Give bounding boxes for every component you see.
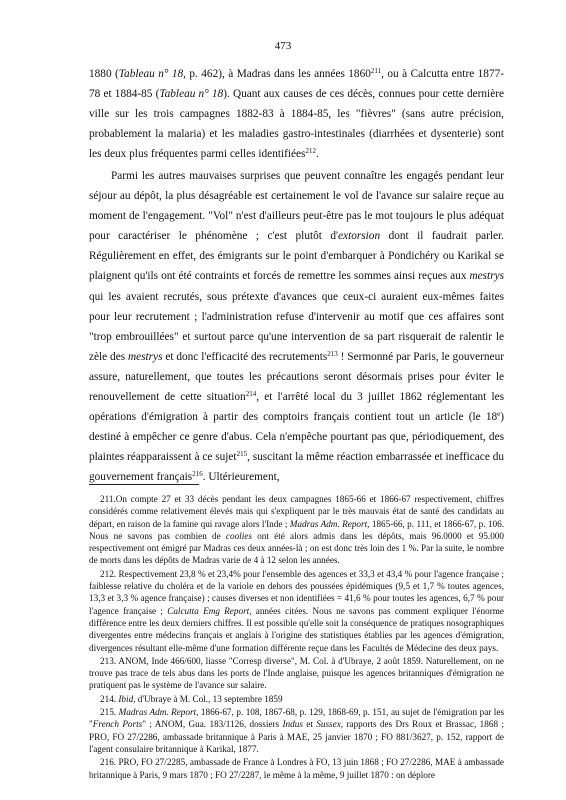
italic-run: Madras Adm. Report [118,707,197,718]
paragraph-1 [89,64,504,164]
italic-run: Ibid [118,693,134,704]
footnote-ref-214[interactable]: 214 [245,390,257,399]
italic-run: coolies [225,530,252,541]
footnote-213 [89,655,504,692]
text-run: et donc l'efficacité des recrutements [162,350,328,363]
footnote-separator [89,484,199,485]
text-run: qui les avaient recrutés, sous prétexte d'avances que ceux-ci auraient eux-mêmes faites pour leur recrutement ; l'administration refuse d'intervenir au motif que ces affaires sont "trop embrouillées" et surtout parce qu'une intervention de sa part risquerait de ralentir le zèle des [89,290,504,363]
footnote-ref-213[interactable]: 213 [327,349,338,358]
text-run: ! Sermonné par Paris, le gouverneur assure, naturellement, que toutes les précautions seront désormais prises pour éviter le renouvellement de cette situation [89,350,504,404]
italic-run: Madras Adm. Report [289,518,368,529]
footnote-ref-216[interactable]: 216 [192,470,203,479]
footnote-ref-211[interactable]: 211 [370,67,382,75]
text-run: , 1866-67, p. 108, 1867-68, p. 129, 1868-69, p. 151, au sujet de l'émigration par les " [89,707,505,730]
text-run: . Ultérieurement, [202,471,280,484]
text-run: , 1865-66, p. 111, et 1866-67, p. 106. Nous ne savons pas combien de [89,518,504,541]
text-run: , années citées. Nous ne savons pas comment expliquer l'énorme différence entre les deux derniers chiffres. Il est possible qu'elle soit la conséquence de pratiques nosographiques divergentes entre médecins français et anglais à l'origine des statistiques établies par les agences d'émigration, divergences résultant elle-même d'une formation différente reçue dans les Facultés de Médecine des deux pays. [89,605,504,653]
page-number: 473 [274,40,292,52]
paragraph-2 [89,166,504,488]
footnote-215 [89,706,504,755]
text-run: Parmi les autres mauvaises surprises que peuvent connaître les engagés pendant leur séjour au dépôt, la plus désagréable est certainement le vol de l'avance sur salaire reçue au moment de l'engagement. "Vol" n'est d'ailleurs peut-être pas le mot toujours le plus adéquat pour caractériser le phénomène ; c'est plutôt d' [89,170,504,243]
text-run: 212. Respectivement 23,8 % et 23,4% pour l'ensemble des agences et 33,3 et 43,4 % pour l'agence française ; faiblesse relative du choléra et de la variole en dehors des poussées épidémiques (9,5 et 1,7 % toutes agences, 13,3 et 3,3 % agence française) ; causes diverses et non identifiées = 41,6 % pour toutes les agences, 6,7 % pour l'agence française ; [89,568,504,616]
text-run: ) destiné à empêcher ce genre d'abus. Cela n'empêche pourtant pas que, périodiquement, des plaintes réapparaissent à ce sujet [89,411,504,464]
text-run: 216. PRO, FO 27/2285, ambassade de France à Londres à FO, 13 juin 1868 ; FO 27/2286, MAE à ambassade britannique à Paris, 9 mars 1870 ; FO 27/2287, le même à la même, 9 juillet 1870 : on déplore [89,757,504,780]
text-run: 1880 ( [89,68,119,80]
italic-run: mestrys [127,350,163,363]
text-run: , d'Ubraye à M. Col., 13 septembre 1859 [133,693,283,704]
italic-run: Indus [282,719,303,730]
text-run: . [315,148,319,161]
italic-run: extorsion [338,230,381,243]
text-run: 213. ANOM, Inde 466/600, liasse "Corresp diverse", M. Col. à d'Ubraye, 2 août 1859. Naturellement, on ne trouve pas trace de tels abus dans les ports de l'Inde anglaise, puisque les agences britanniques d'émigration ne pratiquent pas le système de l'avance sur salaire. [89,655,504,691]
text-run: ). Quant aux causes de ces décès, connues pour cette dernière ville sur les trois campagnes 1882-83 à 1884-85, les "fièvres" (sans autre précision, probablement la malaria) et les maladies gastro-intestinales (diarrhées et dysenterie) sont les deux plus fréquentes parmi celles identifiées [89,88,504,161]
italic-run: Sussex [316,719,341,730]
text-run: 214. [100,693,119,704]
italic-run: French Ports [92,719,143,730]
text-run: dont il faudrait parler. Régulièrement en effet, des émigrants sur le point d'embarquer à Pondichéry ou Karikal se plaignent qu'ils ont été contraints et forcés de remettre les sommes ainsi reçues aux [89,230,504,283]
text-run: , ou à Calcutta entre 1877-78 et 1884-85 ( [89,68,505,101]
footnote-ref-212[interactable]: 212 [305,147,316,156]
text-run: , suscitant la même réaction embarrassée et inefficace du gouvernement français [89,451,504,484]
footnote-212 [89,568,504,654]
text-run: 215. [100,707,119,718]
footnote-216 [89,756,504,781]
text-run: , et l'arrêté local du 3 juillet 1862 réglementant les opérations d'émigration à partir des comptoirs français contient tout un article (le 18 [89,391,504,424]
text-run: " ; ANOM, Gua. 183/1126, dossiers [142,719,283,730]
footnotes [89,493,504,782]
text-run: 211.On compte 27 et 33 décès pendant les deux campagnes 1865-66 et 1866-67 respectivement, chiffres considérés comme relativement élevés mais qui s'expliquent par le très mauvais état de santé des candidats au départ, en raison de la famine qui ravage alors l'Inde ; [89,494,504,529]
footnote-214 [89,693,504,705]
ordinal-superscript: e [497,410,501,419]
footnote-211 [89,493,504,567]
text-run: et [302,719,317,730]
italic-run: mestrys [469,270,504,283]
text-run: , p. 462), à Madras dans les années 1860 [183,68,371,80]
italic-run: Calcutta Emg Report [167,605,250,616]
italic-run: Tableau n° 18 [159,88,224,101]
footnote-ref-215[interactable]: 215 [236,450,248,459]
italic-run: Tableau n° 18 [118,68,184,80]
text-run: , rapports des Drs Roux et Brassac, 1868 ; PRO, FO 27/2286, ambassade britannique à Paris à MAE, 25 janvier 1870 ; FO 881/3627, p. 152, rapport de l'agent consulaire britannique à Karikal, 1877. [89,719,504,754]
text-run: ont été alors admis dans les dépôts, mais 96.0000 et 95.000 respectivement ont émigré par Madras ces deux années-là ; on est donc très loin des 1 %. Par la suite, le nombre de morts dans les dépôts de Madras varie de 4 à 12 selon les années. [89,530,504,566]
